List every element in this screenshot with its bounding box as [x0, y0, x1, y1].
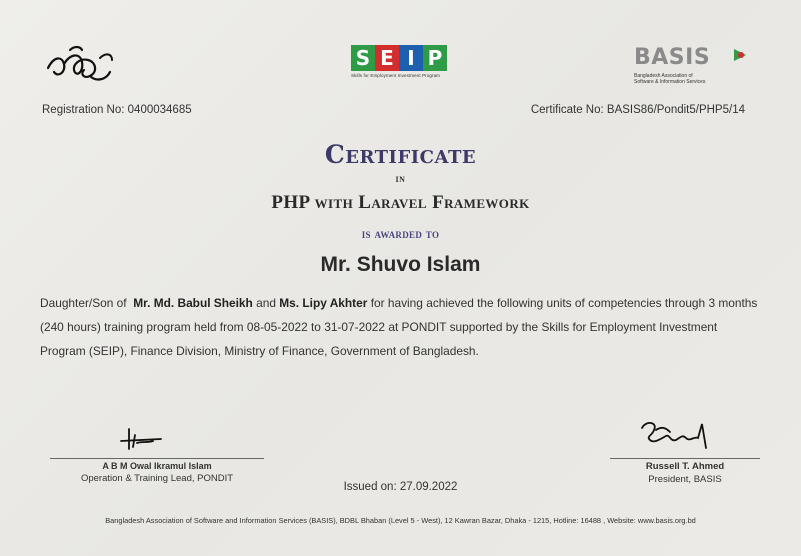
seip-tagline: Skills for Employment Investment Program	[351, 73, 441, 78]
seip-letter-i: I	[399, 45, 423, 71]
footer-address: Bangladesh Association of Software and Information Services (BASIS), BDBL Bhaban (Level 5 - West), 12 Kawran Bazar, Dhaka - 1215, Hotline: 16488 , Website: www.basis.org.bd	[105, 516, 696, 525]
basis-wordmark: BASIS	[634, 45, 711, 70]
right-signature-line	[610, 458, 760, 459]
seip-logo	[343, 45, 451, 85]
seip-letter-s: S	[351, 45, 375, 71]
recipient-name: Mr. Shuvo Islam	[320, 253, 481, 276]
awarded-label: is awarded to	[361, 226, 440, 241]
basis-subtitle-line2: Software & Information Services	[634, 79, 706, 85]
basis-arrow-icon	[732, 47, 748, 68]
left-signatory-role: Operation & Training Lead, PONDIT	[80, 473, 234, 484]
right-signatory-role: President, BASIS	[648, 474, 722, 485]
right-signatory-name: Russell T. Ahmed	[645, 461, 725, 472]
certificate-body	[40, 291, 760, 363]
right-signature-icon	[636, 414, 716, 454]
body-rest: for having achieved the following units of competencies through 3 months (240 hours) training program held from 08-05-2022 to 31-07-2022 at PONDIT supported by the Skills for Employment Investment Program (SEIP), Finance Division, Ministry of Finance, Government of Bangladesh.	[40, 296, 758, 358]
issued-date: Issued on: 27.09.2022	[343, 481, 458, 493]
basis-subtitle-line1: Bangladesh Association of	[634, 73, 693, 79]
body-prefix: Daughter/Son of	[40, 296, 127, 310]
pondit-calligraphy-logo	[40, 42, 120, 92]
father-name: Mr. Md. Babul Sheikh	[133, 296, 253, 310]
left-signature-icon	[117, 425, 167, 453]
seip-letter-p: P	[423, 45, 447, 71]
certificate-number: Certificate No: BASIS86/Pondit5/PHP5/14	[530, 104, 745, 116]
body-and: and	[256, 296, 276, 310]
registration-number: Registration No: 0400034685	[42, 104, 192, 116]
basis-logo	[630, 45, 760, 85]
seip-letter-e: E	[375, 45, 399, 71]
left-signature-line	[50, 458, 264, 459]
in-label: in	[395, 173, 406, 185]
course-title: PHP with Laravel Framework	[271, 192, 530, 213]
mother-name: Ms. Lipy Akhter	[279, 296, 368, 310]
certificate-title: Certificate	[324, 140, 477, 169]
basis-subtitle	[634, 73, 705, 85]
left-signatory-name: A B M Owal Ikramul Islam	[102, 461, 212, 471]
